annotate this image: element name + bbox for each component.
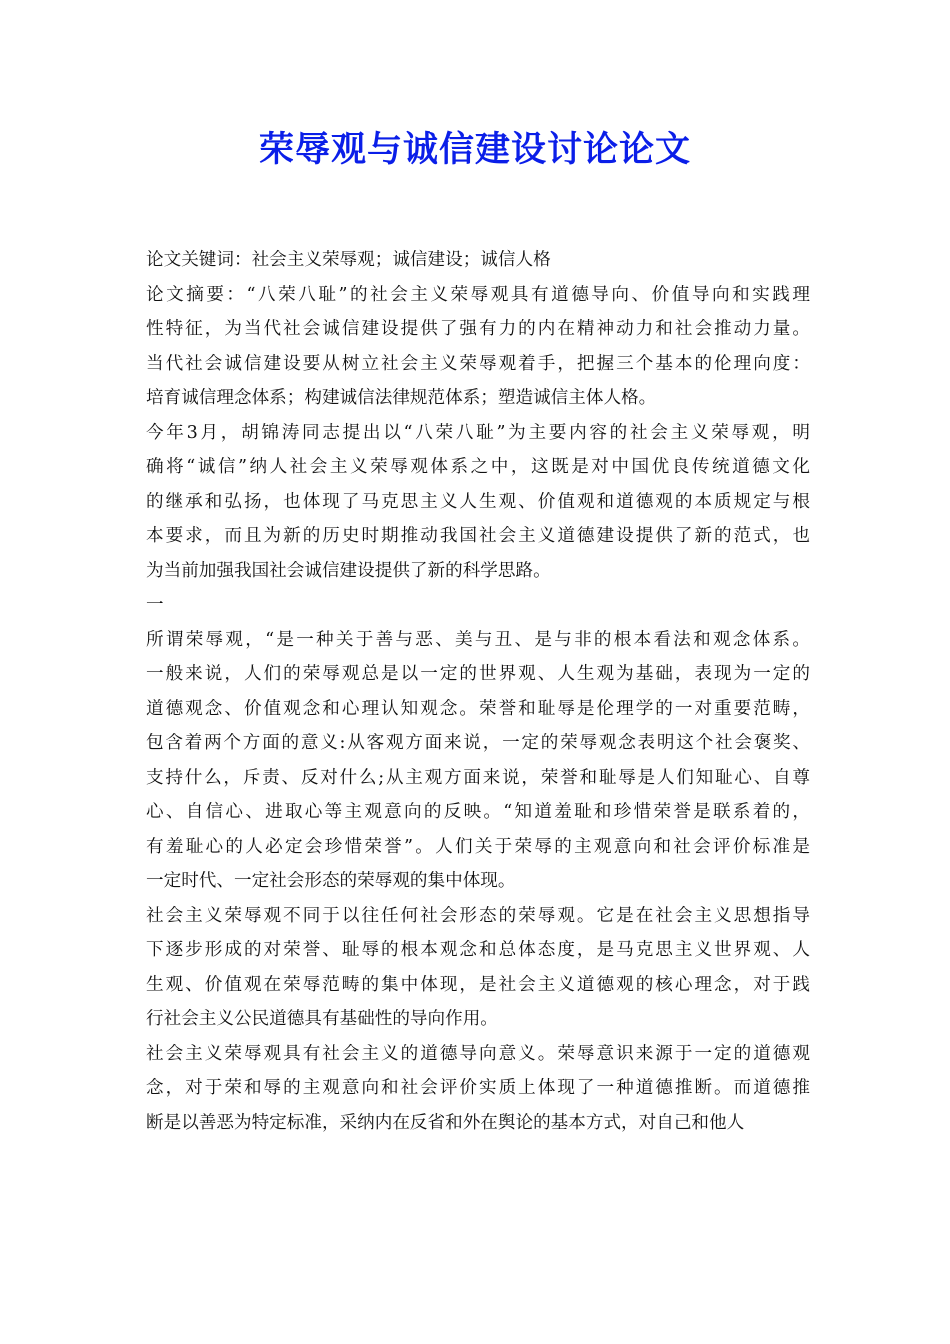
text-line: 所谓荣辱观，“是一种关于善与恶、美与丑、是与非的根本看法和观念体系。 [146, 629, 810, 650]
text-line: 本要求，而且为新的历史时期推动我国社会主义道德建设提供了新的范式，也 [146, 526, 810, 546]
text-line: 一定时代、一定社会形态的荣辱观的集中体现。 [146, 871, 516, 891]
text-line: 论文摘要：“八荣八耻”的社会主义荣辱观具有道德导向、价值导向和实践理 [146, 284, 810, 305]
text-line: 念，对于荣和辱的主观意向和社会评价实质上体现了一种道德推断。而道德推 [146, 1078, 810, 1098]
page-title: 荣辱观与诚信建设讨论论文 [258, 130, 691, 170]
text-line: 心、自信心、进取心等主观意向的反映。“知道羞耻和珍惜荣誉是联系着的， [146, 802, 810, 822]
text-line: 断是以善恶为特定标准，采纳内在反省和外在舆论的基本方式，对自己和他人 [146, 1112, 745, 1133]
text-line: 生观、价值观在荣辱范畴的集中体现，是社会主义道德观的核心理念，对于践 [146, 974, 810, 995]
paragraph [146, 278, 810, 416]
text-line: 今年3月，胡锦涛同志提出以“八荣八耻”为主要内容的社会主义荣辱观，明 [146, 422, 810, 443]
text-line: 论文关键词：社会主义荣辱观；诚信建设；诚信人格 [146, 250, 551, 270]
text-line: 社会主义荣辱观具有社会主义的道德导向意义。荣辱意识来源于一定的道德观 [146, 1043, 810, 1064]
text-line: 包含着两个方面的意义:从客观方面来说，一定的荣辱观念表明这个社会褒奖、 [146, 733, 810, 753]
document-body [146, 243, 810, 1140]
paragraph [146, 416, 810, 589]
text-line: 行社会主义公民道德具有基础性的导向作用。 [146, 1009, 498, 1029]
paragraph [146, 623, 810, 899]
paragraph [146, 1037, 810, 1141]
text-line: 有羞耻心的人必定会珍惜荣誉”。人们关于荣辱的主观意向和社会评价标准是 [146, 836, 810, 857]
text-line: 培育诚信理念体系；构建诚信法律规范体系；塑造诚信主体人格。 [146, 388, 657, 408]
text-line: 一般来说，人们的荣辱观总是以一定的世界观、人生观为基础，表现为一定的 [146, 664, 810, 684]
text-line: 支持什么，斥责、反对什么;从主观方面来说，荣誉和耻辱是人们知耻心、自尊 [146, 767, 810, 788]
text-line: 道德观念、价值观念和心理认知观念。荣誉和耻辱是伦理学的一对重要范畴， [146, 698, 810, 719]
text-line: 一 [146, 595, 164, 615]
paragraph [146, 899, 810, 1037]
text-line: 社会主义荣辱观不同于以往任何社会形态的荣辱观。它是在社会主义思想指导 [146, 905, 810, 926]
paragraph [146, 243, 810, 278]
text-line: 确将“诚信”纳人社会主义荣辱观体系之中，这既是对中国优良传统道德文化 [146, 457, 810, 477]
text-line: 性特征，为当代社会诚信建设提供了强有力的内在精神动力和社会推动力量。 [146, 319, 810, 339]
paragraph [146, 588, 810, 623]
text-line: 当代社会诚信建设要从树立社会主义荣辱观着手，把握三个基本的伦理向度： [146, 353, 810, 374]
text-line: 为当前加强我国社会诚信建设提供了新的科学思路。 [146, 560, 551, 581]
text-line: 的继承和弘扬，也体现了马克思主义人生观、价值观和道德观的本质规定与根 [146, 491, 810, 512]
text-line: 下逐步形成的对荣誉、耻辱的根本观念和总体态度，是马克思主义世界观、人 [146, 940, 810, 960]
